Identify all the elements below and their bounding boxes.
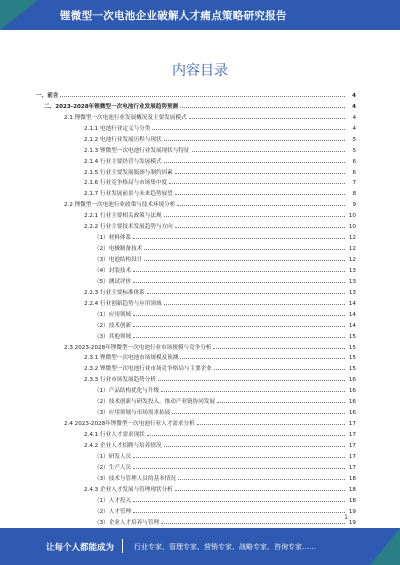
toc-leader-dots xyxy=(214,369,345,370)
toc-entry[interactable] xyxy=(36,515,356,526)
toc-entry-page: 14 xyxy=(348,300,356,307)
toc-entry[interactable] xyxy=(36,361,356,372)
toc-entry-page: 17 xyxy=(348,453,356,460)
page-footer xyxy=(0,528,400,565)
toc-leader-dots xyxy=(197,424,345,425)
toc-leader-dots xyxy=(177,205,345,206)
toc-entry[interactable] xyxy=(36,504,356,515)
toc-entry[interactable] xyxy=(36,307,356,318)
table-of-contents xyxy=(36,88,356,526)
toc-entry-page: 12 xyxy=(348,246,356,253)
toc-entry-text: （3）应用领域与市场需求拓展 xyxy=(94,410,171,417)
toc-entry[interactable] xyxy=(36,460,356,471)
toc-entry[interactable] xyxy=(36,285,356,296)
toc-entry[interactable] xyxy=(36,186,356,197)
toc-leader-dots xyxy=(217,402,345,403)
toc-entry-text: 2.1.2 电池行业发展历程与现状 xyxy=(84,136,162,143)
toc-entry[interactable] xyxy=(36,405,356,416)
toc-entry-page: 16 xyxy=(348,399,356,406)
toc-leader-dots xyxy=(164,140,345,141)
toc-entry[interactable] xyxy=(36,471,356,482)
toc-leader-dots xyxy=(147,435,345,436)
toc-entry[interactable] xyxy=(36,219,356,230)
toc-entry-page: 7 xyxy=(352,180,356,187)
toc-entry-text: （5）测试评价 xyxy=(94,278,132,285)
toc-entry[interactable] xyxy=(36,263,356,274)
toc-leader-dots xyxy=(133,282,345,283)
toc-entry[interactable] xyxy=(36,252,356,263)
toc-leader-dots xyxy=(180,107,345,108)
toc-entry[interactable] xyxy=(36,230,356,241)
toc-entry-text: （2）生产人员 xyxy=(94,464,132,471)
toc-entry-page: 4 xyxy=(352,125,356,132)
toc-entry-text: 2.1.3 锂微型一次电池行业发展现状与特征 xyxy=(84,147,190,154)
toc-entry-page: 13 xyxy=(348,289,356,296)
toc-entry[interactable] xyxy=(36,340,356,351)
toc-entry-text: （3）其他领域 xyxy=(94,333,132,340)
toc-entry-text: 2.2 锂微型一次电池行业政策与技术环境分析 xyxy=(64,202,176,209)
toc-entry-page: 18 xyxy=(348,486,356,493)
toc-entry[interactable] xyxy=(36,121,356,132)
toc-leader-dots xyxy=(133,238,345,239)
toc-entry[interactable] xyxy=(36,438,356,449)
toc-entry[interactable] xyxy=(36,482,356,493)
toc-entry-text: 2.2.3 行业主要标准体系 xyxy=(84,289,145,296)
toc-leader-dots xyxy=(175,173,345,174)
toc-leader-dots xyxy=(133,271,345,272)
toc-entry-text: 2.4.1 行业人才需求现状 xyxy=(84,432,145,438)
toc-entry-page: 15 xyxy=(348,366,356,373)
toc-entry-text: 二、2023-2028年锂微型一次电池行业发展趋势预测 xyxy=(44,103,179,110)
toc-leader-dots xyxy=(164,216,345,217)
toc-entry[interactable] xyxy=(36,416,356,427)
toc-entry-page: 16 xyxy=(348,410,356,417)
toc-entry-page: 15 xyxy=(348,333,356,340)
toc-leader-dots xyxy=(133,512,345,513)
toc-entry-page: 4 xyxy=(352,92,356,99)
footer-tagline: 行业专家、管理专家、营销专家、战略专家、咨询专家…… xyxy=(134,543,316,551)
toc-leader-dots xyxy=(172,413,345,414)
toc-entry[interactable] xyxy=(36,318,356,329)
toc-entry-text: （3）企业人才培养与管理 xyxy=(94,519,160,526)
toc-entry-text: （2）技术创新与研发投入，推动产业链协同发展 xyxy=(94,399,216,406)
toc-leader-dots xyxy=(175,194,345,195)
toc-entry-text: 2.3.3 行业市场发展趋势分析 xyxy=(84,377,156,384)
footer-divider xyxy=(122,539,123,553)
toc-entry-page: 10 xyxy=(348,224,356,231)
toc-entry[interactable] xyxy=(36,427,356,438)
toc-leader-dots xyxy=(133,326,345,327)
toc-entry[interactable] xyxy=(36,154,356,165)
toc-leader-dots xyxy=(161,391,345,392)
toc-leader-dots xyxy=(133,337,345,338)
toc-entry[interactable] xyxy=(36,449,356,460)
toc-entry-page: 5 xyxy=(352,147,356,154)
toc-leader-dots xyxy=(192,151,345,152)
toc-entry-page: 15 xyxy=(348,355,356,362)
toc-leader-dots xyxy=(133,501,345,502)
toc-entry-text: 2.3.1 锂微型一次电池市场规模及预测 xyxy=(84,355,179,362)
toc-entry-page: 13 xyxy=(348,267,356,274)
toc-entry-page: 5 xyxy=(352,136,356,143)
toc-leader-dots xyxy=(175,227,345,228)
header-accent-shape xyxy=(0,0,38,30)
toc-entry-text: （3）电池结构设计 xyxy=(94,257,143,263)
toc-entry-page: 13 xyxy=(348,278,356,285)
toc-entry[interactable] xyxy=(36,197,356,208)
toc-entry-page: 10 xyxy=(348,213,356,220)
toc-entry[interactable] xyxy=(36,493,356,504)
toc-entry-text: （3）技术与管理人员的基本情况 xyxy=(94,475,176,482)
toc-entry-text: 2.1.6 行业竞争格局与市场集中度 xyxy=(84,180,168,187)
toc-entry-page: 17 xyxy=(348,432,356,438)
toc-leader-dots xyxy=(161,523,345,524)
toc-entry-page: 12 xyxy=(348,257,356,263)
toc-entry-page: 6 xyxy=(352,158,356,165)
toc-leader-dots xyxy=(180,358,345,359)
toc-entry[interactable] xyxy=(36,296,356,307)
toc-entry-text: 2.4.3 企业人才发展与管理现状分析 xyxy=(84,486,173,493)
toc-entry-page: 17 xyxy=(348,464,356,471)
toc-leader-dots xyxy=(144,260,345,261)
toc-entry[interactable] xyxy=(36,143,356,154)
toc-entry[interactable] xyxy=(36,99,356,110)
toc-leader-dots xyxy=(175,490,345,491)
toc-entry-text: 2.2.2 行业主要技术发展趋势与方向 xyxy=(84,224,173,231)
toc-entry[interactable] xyxy=(36,394,356,405)
toc-entry-page: 9 xyxy=(352,202,356,209)
toc-entry[interactable] xyxy=(36,208,356,219)
toc-entry[interactable] xyxy=(36,110,356,121)
toc-leader-dots xyxy=(213,348,345,349)
toc-leader-dots xyxy=(60,96,345,97)
toc-entry-text: 2.3.2 锂微型一次电池行业市场竞争格局与主要企业 xyxy=(84,366,212,373)
page-number: 1 xyxy=(344,514,348,521)
toc-entry-text: （2）电极制备技术 xyxy=(94,246,143,253)
toc-leader-dots xyxy=(158,380,345,381)
toc-entry-page: 18 xyxy=(348,475,356,482)
toc-entry-page: 17 xyxy=(348,442,356,449)
footer-slogan: 让每个人都能成为 xyxy=(46,543,115,553)
toc-entry-text: 2.2.4 行业创新趋势与应用领域 xyxy=(84,300,162,307)
toc-entry-text: 2.2.1 行业主要相关政策与法规 xyxy=(84,213,162,220)
toc-entry-page: 17 xyxy=(348,421,356,428)
toc-leader-dots xyxy=(178,479,345,480)
toc-leader-dots xyxy=(164,446,345,447)
footer-accent-shape xyxy=(370,528,400,565)
toc-leader-dots xyxy=(169,183,345,184)
toc-leader-dots xyxy=(144,249,345,250)
toc-entry-text: 2.1.1 电池行业定义与分类 xyxy=(84,125,151,132)
toc-entry-text: （1）人才投入 xyxy=(94,497,132,504)
toc-entry-page: 14 xyxy=(348,311,356,318)
toc-entry[interactable] xyxy=(36,88,356,99)
toc-leader-dots xyxy=(147,293,345,294)
toc-entry-page: 8 xyxy=(352,191,356,198)
toc-entry[interactable] xyxy=(36,383,356,394)
toc-entry[interactable] xyxy=(36,165,356,176)
toc-entry[interactable] xyxy=(36,241,356,252)
toc-entry[interactable] xyxy=(36,274,356,285)
toc-entry-text: （1）材料体系 xyxy=(94,235,132,242)
toc-entry-text: 一、前言 xyxy=(36,92,59,99)
toc-entry-page: 18 xyxy=(348,497,356,504)
toc-entry-page: 12 xyxy=(348,235,356,242)
toc-entry-text: 2.4 2023-2028年锂微型一次电池行业人才需求分析 xyxy=(64,421,195,428)
toc-entry-text: 2.1.7 行业发展前景与未来趋势展望 xyxy=(84,191,173,198)
report-title: 锂微型一次电池企业破解人才痛点策略研究报告 xyxy=(60,10,287,22)
toc-entry-page: 19 xyxy=(348,508,356,515)
toc-entry-text: （2）人才管理 xyxy=(94,508,132,515)
toc-entry-page: 16 xyxy=(348,388,356,395)
toc-entry-text: （1）应用领域 xyxy=(94,311,132,318)
toc-entry-page: 4 xyxy=(352,114,356,121)
toc-entry-text: 2.3 2023-2028年锂微型一次电池行业市场规模与竞争分析 xyxy=(64,344,212,351)
toc-leader-dots xyxy=(164,304,345,305)
toc-entry-page: 16 xyxy=(348,377,356,384)
toc-entry-text: （1）研发人员 xyxy=(94,453,132,460)
toc-leader-dots xyxy=(189,118,345,119)
page-header xyxy=(0,0,400,30)
toc-entry-text: （4）封装技术 xyxy=(94,267,132,274)
toc-entry-text: （2）技术创新 xyxy=(94,322,132,329)
toc-entry-page: 19 xyxy=(348,519,356,526)
toc-leader-dots xyxy=(164,162,345,163)
toc-entry-text: （1）产品结构优化与升级 xyxy=(94,388,160,395)
toc-entry-page: 4 xyxy=(352,103,356,110)
toc-entry[interactable] xyxy=(36,351,356,362)
toc-entry-text: 2.1.5 行业主要发展瓶颈与制约因素 xyxy=(84,169,173,176)
toc-entry-text: 2.1.4 行业主要经营与发展模式 xyxy=(84,158,162,165)
toc-title: 内容目录 xyxy=(172,63,228,79)
toc-entry[interactable] xyxy=(36,329,356,340)
toc-entry-text: 2.1 锂微型一次电池行业发展概况及主要发展模式 xyxy=(64,114,187,121)
toc-entry[interactable] xyxy=(36,132,356,143)
toc-leader-dots xyxy=(133,315,345,316)
toc-entry-page: 14 xyxy=(348,322,356,329)
toc-entry-text: 2.4.2 企业人才招聘与培养情况 xyxy=(84,442,162,449)
toc-entry[interactable] xyxy=(36,372,356,383)
toc-entry-page: 15 xyxy=(348,344,356,351)
toc-leader-dots xyxy=(133,457,345,458)
toc-entry[interactable] xyxy=(36,176,356,187)
toc-leader-dots xyxy=(133,468,345,469)
toc-leader-dots xyxy=(152,129,345,130)
toc-entry-page: 6 xyxy=(352,169,356,176)
